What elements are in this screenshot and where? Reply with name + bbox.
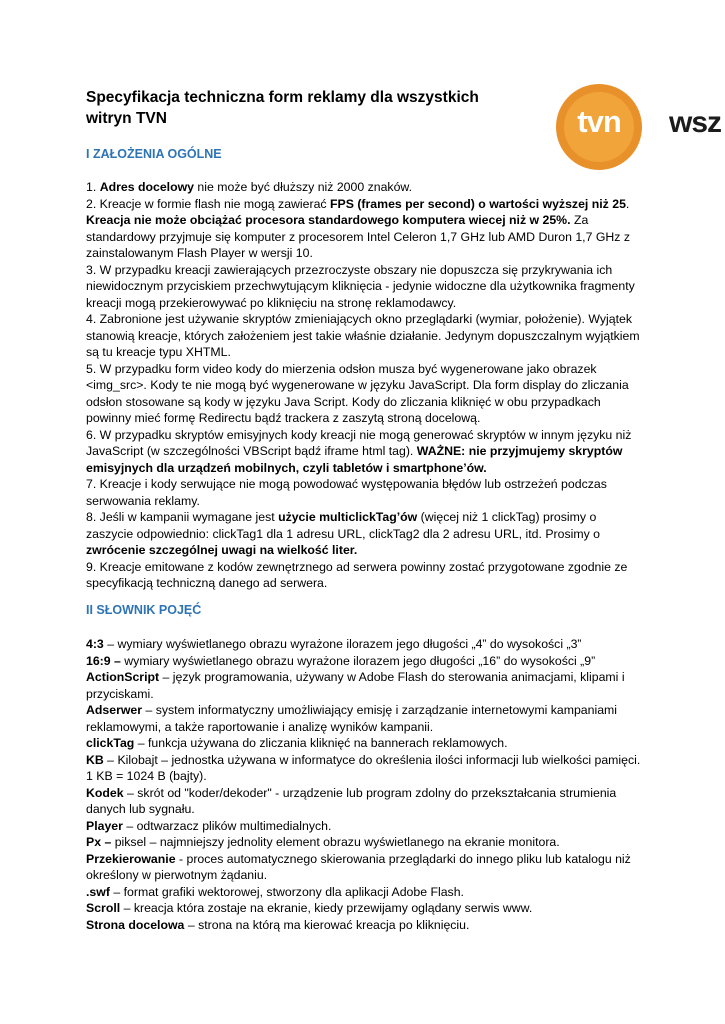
glossary-term: Player [86,818,123,833]
section-heading-glossary: II SŁOWNIK POJĘĆ [86,603,202,617]
glossary-definition: – system informatyczny umożliwiający emisję i zarządzanie internetowymi kampaniami reklamowymi, a także raportowanie i analizę wyników kampanii. [86,703,618,734]
glossary-definition: – Kilobajt – jednostka używana w informatyce do określenia ilości informacji lub wielkości pamięci. 1 KB = 1024 B (bajty). [86,752,641,783]
glossary-term: KB [86,752,104,767]
rule-7: 7. Kreacje i kody serwujące nie mogą powodować występowania błędów lub ostrzeżeń podczas serwowania reklamy. [86,477,607,508]
glossary-term: Przekierowanie [86,851,176,866]
glossary-definition: – język programowania, używany w Adobe Flash do sterowania animacjami, klipami i przyciskami. [86,670,625,701]
general-rules [86,179,646,592]
glossary-entry [86,884,646,901]
glossary-term: 4:3 [86,637,104,651]
glossary-term: Px – [86,835,112,849]
glossary-definition: piksel – najmniejszy jednolity element obrazu wyświetlanego na ekranie monitora. [111,835,560,849]
section-heading-general: I ZAŁOŻENIA OGÓLNE [86,147,222,161]
glossary-entry [86,735,646,752]
glossary-term: Strona docelowa [86,917,185,932]
glossary-definition: - proces automatycznego skierowania przeglądarki do innego pliku lub katalogu niż określony w pierwotnym żądaniu. [86,851,631,882]
glossary-definition: – odtwarzacz plików multimedialnych. [122,818,332,833]
logo-word: wsz [669,106,722,139]
glossary-entry [86,834,646,851]
glossary-term: 16:9 – [86,653,121,668]
glossary-term: ActionScript [86,670,160,684]
tvn-logo [556,84,725,172]
rule-1: 1. Adres docelowy nie może być dłuższy niż 2000 znaków. [86,180,413,194]
glossary-entry [86,917,646,934]
glossary-definition: – funkcja używana do zliczania kliknięć na bannerach reklamowych. [134,736,508,750]
rule-6: 6. W przypadku skryptów emisyjnych kody kreacji nie mogą generować skryptów w innym języku niż JavaScript (w szczególności VBScript bądź iframe html tag). WAŻNE: nie przyjmujemy skryptów emisyjnych dla urządzeń mobilnych, czyli tabletów i smartphone’ów. [86,427,632,475]
glossary [86,636,646,933]
glossary-entry [86,752,646,785]
glossary-definition: – wymiary wyświetlanego obrazu wyrażone ilorazem jego długości „4” do wysokości „3” [103,637,582,651]
rule-4: 4. Zabronione jest używanie skryptów zmieniających okno przeglądarki (wymiar, położenie). Wyjątek stanowią kreacje, których założeniem jest takie właśnie działanie. Jedynym dopuszczalnym wyjątkiem są tu kreacje typu XHTML. [86,312,640,359]
glossary-entry [86,785,646,818]
rule-8: 8. Jeśli w kampanii wymagane jest użycie multiclickTag’ów (więcej niż 1 clickTag) prosimy o zaszycie odpowiednio: clickTag1 dla 1 adresu URL, clickTag2 dla 2 adresu URL, itd. Prosimy o zwrócenie szczególnej uwagi na wielkość liter. [86,510,600,557]
glossary-definition: – strona na którą ma kierować kreacja po kliknięciu. [184,917,470,932]
glossary-entry [86,900,646,917]
glossary-entry [86,851,646,884]
glossary-entry [86,669,646,702]
glossary-term: Adserwer [86,703,143,717]
rule-9: 9. Kreacje emitowane z kodów zewnętrznego ad serwera powinny zostać przygotowane zgodnie ze specyfikacją techniczną danego ad serwera. [86,559,628,590]
glossary-entry [86,653,646,670]
glossary-term: clickTag [86,736,135,750]
glossary-term: Kodek [86,785,124,800]
document-title: Specyfikacja techniczna form reklamy dla wszystkich witryn TVN [86,89,479,127]
rule-2: 2. Kreacje w formie flash nie mogą zawierać FPS (frames per second) o wartości wyższej niż 25. Kreacja nie może obciążać procesora standardowego komputera wiecej niż w 25%. Za standardowy przyjmuje się komputer z procesorem Intel Celeron 1,7 GHz lub AMD Duron 1,7 GHz z zainstalowanym Flash Player w wersji 10. [86,196,631,260]
glossary-term: Scroll [86,901,121,915]
rule-3: 3. W przypadku kreacji zawierających przezroczyste obszary nie dopuszcza się przykrywania ich niewidocznym przyciskiem przechwytującym kliknięcia - jedynie widoczne dla użytkownika fragmenty kreacji mogą przekierowywać po kliknięciu na stronę reklamodawcy. [86,262,635,310]
glossary-term: .swf [86,884,110,899]
glossary-definition: – format grafiki wektorowej, stworzony dla aplikacji Adobe Flash. [109,884,464,899]
rule-5: 5. W przypadku form video kody do mierzenia odsłon musza być wygenerowane jako obrazek <img_src>. Kody te nie mogą być wygenerowane w języku JavaScript. Dla form display do zliczania odsłon stosowane są kody w języku Java Script. Kody do zliczania kliknięć w obu przypadkach powinny mieć formę Redirectu bądź trackera z zaszytą stroną docelową. [86,361,629,425]
glossary-definition: wymiary wyświetlanego obrazu wyrażone ilorazem jego długości „16” do wysokości „9” [120,653,596,668]
logo-mark: tvn [577,104,621,139]
glossary-entry [86,818,646,835]
glossary-entry [86,636,646,653]
glossary-entry [86,702,646,735]
glossary-definition: – kreacja która zostaje na ekranie, kiedy przewijamy oglądany serwis www. [120,901,533,915]
glossary-definition: – skrót od "koder/dekoder" - urządzenie lub program zdolny do przekształcania strumienia danych lub sygnału. [86,785,617,816]
